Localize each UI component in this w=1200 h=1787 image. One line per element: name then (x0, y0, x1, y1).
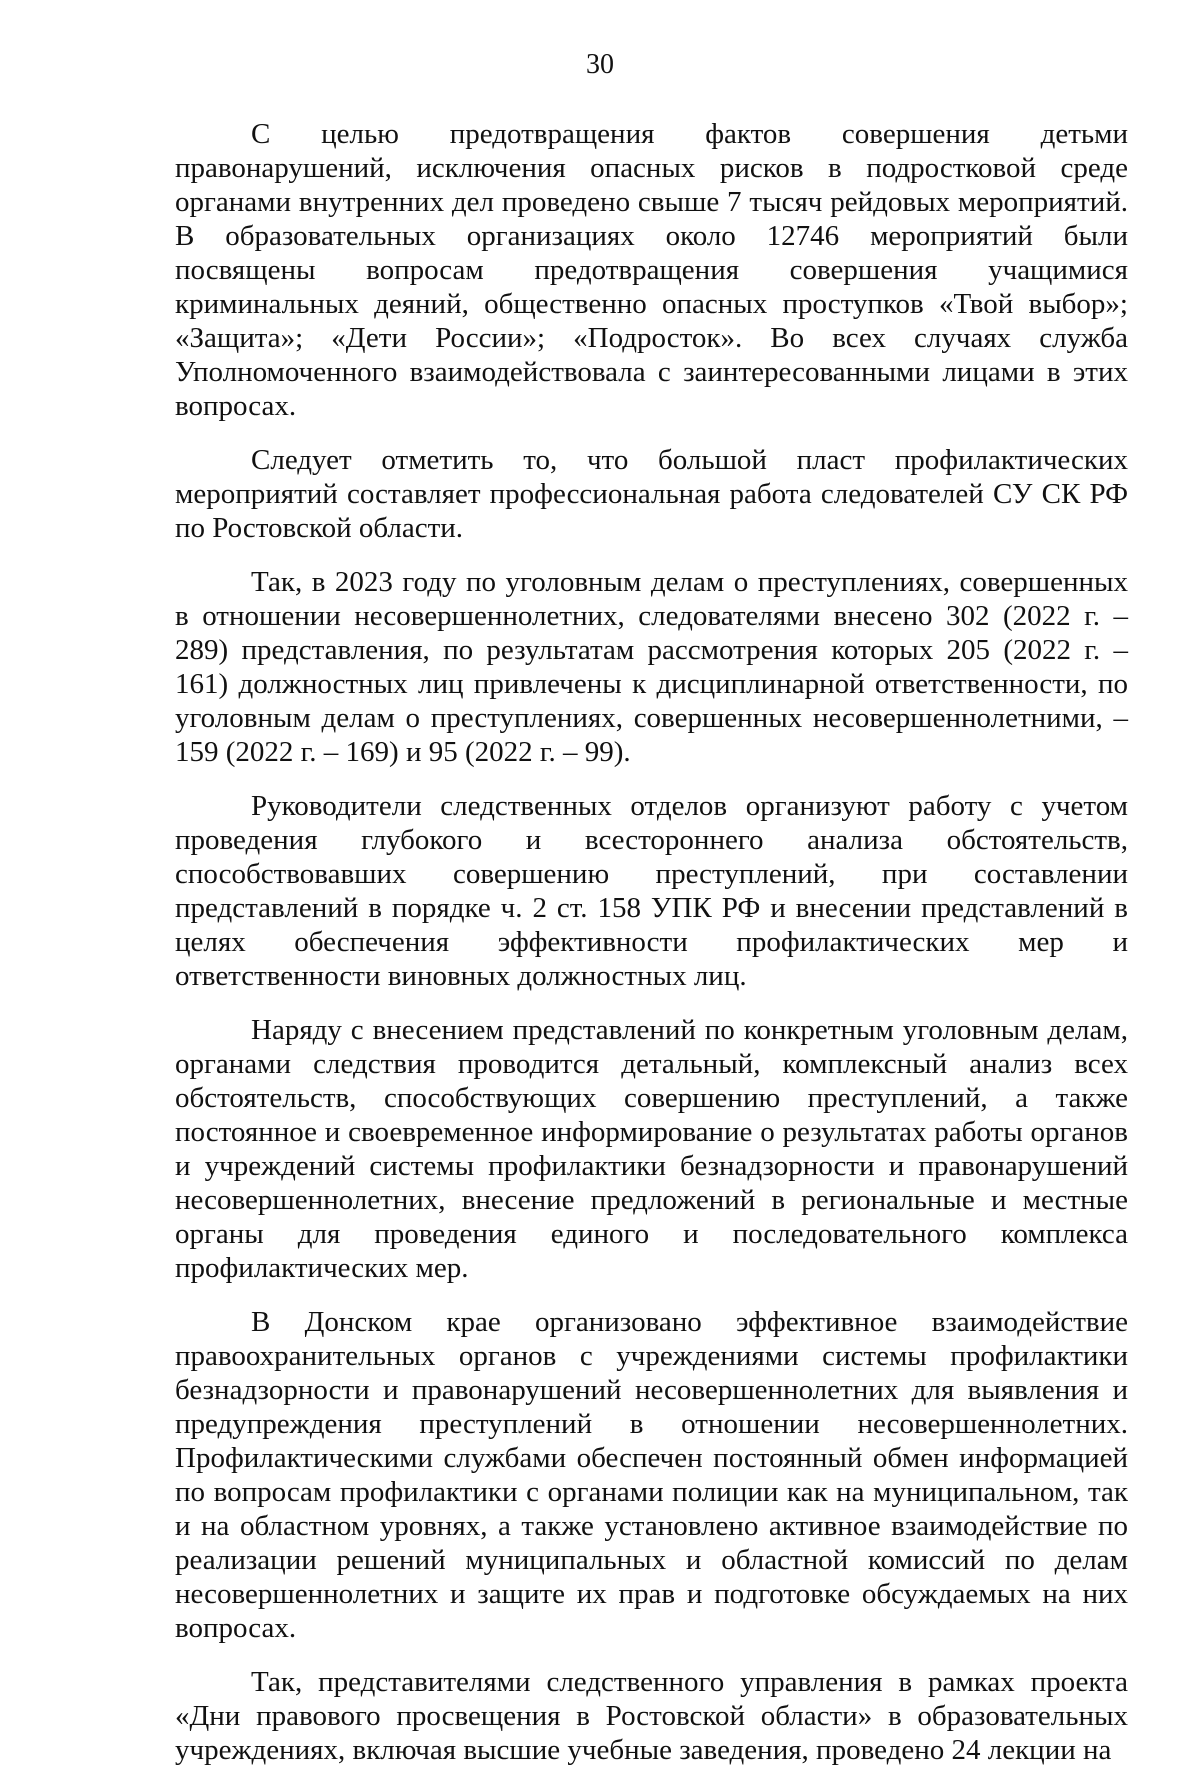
page-number: 30 (586, 49, 614, 80)
paragraph: В Донском крае организовано эффективное взаимодействие правоохранительных органов с учреждениями системы профилактики безнадзорности и правонарушений несовершеннолетних для выявления и предупреждения преступлений в отношении несовершеннолетних. Профилактическими службами обеспечен постоянный обмен информацией по вопросам профилактики с органами полиции как на муниципальном, так и на областном уровнях, а также установлено активное взаимодействие по реализации решений муниципальных и областной комиссий по делам несовершеннолетних и защите их прав и подготовке обсуждаемых на них вопросах. (175, 1306, 1128, 1644)
paragraph: Наряду с внесением представлений по конкретным уголовным делам, органами следствия проводится детальный, комплексный анализ всех обстоятельств, способствующих совершению преступлений, а также постоянное и своевременное информирование о результатах работы органов и учреждений системы профилактики безнадзорности и правонарушений несовершеннолетних, внесение предложений в региональные и местные органы для проведения единого и последовательного комплекса профилактических мер. (175, 1014, 1128, 1284)
paragraph: Руководители следственных отделов организуют работу с учетом проведения глубокого и всестороннего анализа обстоятельств, способствовавших совершению преступлений, при составлении представлений в порядке ч. 2 ст. 158 УПК РФ и внесении представлений в целях обеспечения эффективности профилактических мер и ответственности виновных должностных лиц. (175, 790, 1128, 992)
paragraph: Так, в 2023 году по уголовным делам о преступлениях, совершенных в отношении несовершеннолетних, следователями внесено 302 (2022 г. – 289) представления, по результатам рассмотрения которых 205 (2022 г. – 161) должностных лиц привлечены к дисциплинарной ответственности, по уголовным делам о преступлениях, совершенных несовершеннолетними, – 159 (2022 г. – 169) и 95 (2022 г. – 99). (175, 566, 1128, 768)
paragraph: С целью предотвращения фактов совершения детьми правонарушений, исключения опасных рисков в подростковой среде органами внутренних дел проведено свыше 7 тысяч рейдовых мероприятий. В образовательных организациях около 12746 мероприятий были посвящены вопросам предотвращения совершения учащимися криминальных деяний, общественно опасных проступков «Твой выбор»; «Защита»; «Дети России»; «Подросток». Во всех случаях служба Уполномоченного взаимодействовала с заинтересованными лицами в этих вопросах. (175, 118, 1128, 422)
body-text (175, 117, 1128, 1787)
paragraph: Так, представителями следственного управления в рамках проекта «Дни правового просвещения в Ростовской области» в образовательных учреждениях, включая высшие учебные заведения, проведено 24 лекции на (175, 1666, 1128, 1766)
paragraph: Следует отметить то, что большой пласт профилактических мероприятий составляет профессиональная работа следователей СУ СК РФ по Ростовской области. (175, 444, 1128, 544)
